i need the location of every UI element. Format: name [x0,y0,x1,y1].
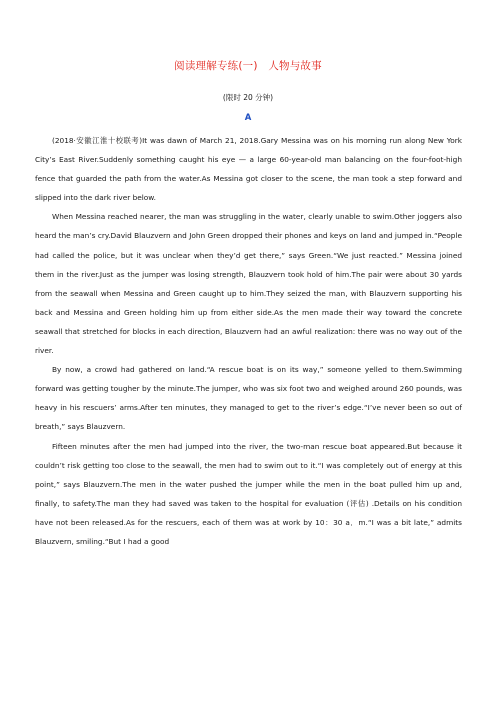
section-label: A [244,113,252,123]
page-title: 阅读理解专练(一) 人物与故事 [174,60,322,72]
passage-paragraph: When Messina reached nearer, the man was struggling in the water, clearly unable to swim.Other joggers also heard the man’s cry.David Blauzvern and John Green dropped their phones and keys on land and jumped in.“People had called the police, but it was unclear when they’d get there,” says Green.“We just reacted.” Messina joined them in the river.Just as the jumper was losing strength, Blauzvern took hold of him.The pair were about 30 yards from the seawall when Messina and Green caught up to him.They seized the man, with Blauzvern supporting his back and Messina and Green holding him up from either side.As the men made their way toward the concrete seawall that stretched for blocks in each direction, Blauzvern had an awful realization: there was no way out of the river. [35,212,462,356]
passage-paragraph: (2018·安徽江淮十校联考)It was dawn of March 21, 2018.Gary Messina was on his morning run along New York City’s East River.Suddenly something caught his eye — a large 60-year-old man balancing on the four-foot-high fence that guarded the path from the water.As Messina got closer to the scene, the man took a step forward and slipped into the dark river below. [35,136,462,203]
passage-body [35,131,462,551]
passage-paragraph: By now, a crowd had gathered on land.“A rescue boat is on its way,” someone yelled to them.Swimming forward was getting tougher by the minute.The jumper, who was six foot two and weighed around 260 pounds, was heavy in his rescuers’ arms.After ten minutes, they managed to get to the river’s edge.“I’ve never been so out of breath,” says Blauzvern. [35,365,462,432]
time-limit: (限时 20 分钟) [222,93,274,102]
passage-paragraph: Fifteen minutes after the men had jumped into the river, the two-man rescue boat appeared.But because it couldn’t risk getting too close to the seawall, the men had to swim out to it.“I was completely out of energy at this point,” says Blauzvern.The men in the water pushed the jumper while the men in the boat pulled him up and, finally, to safety.The man they had saved was taken to the hospital for evaluation (评估) .Details on his condition have not been released.As for the rescuers, each of them was at work by 10：30 a．m.“I was a bit late,” admits Blauzvern, smiling.“But I had a good [35,441,462,546]
